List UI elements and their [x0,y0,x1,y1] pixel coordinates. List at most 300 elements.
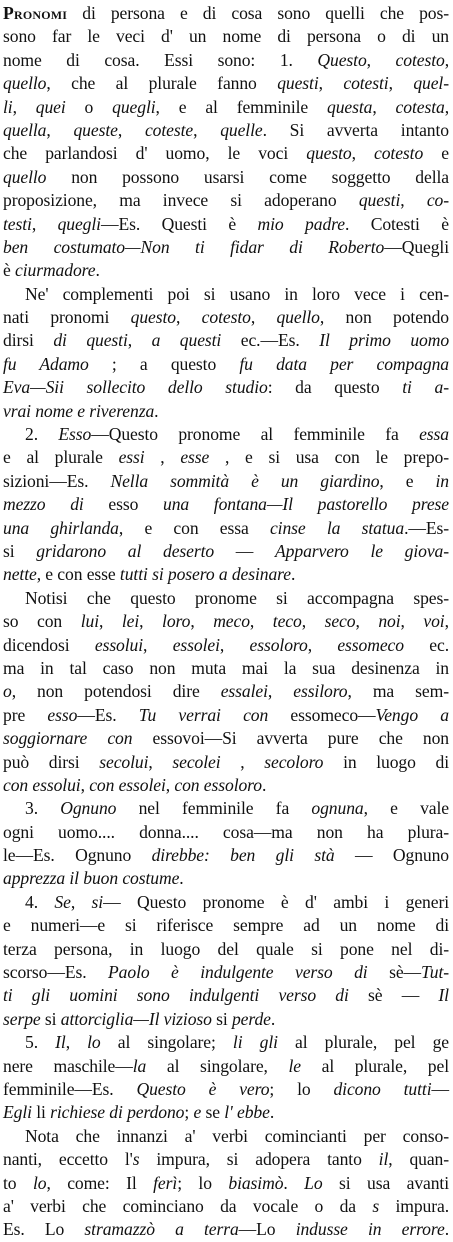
text-run: , [444,611,449,632]
italic-text: quello [276,307,320,328]
italic-text: ben costumato—Non ti fidar di Roberto [3,236,385,257]
text-run: 4. [25,891,55,912]
italic-text: essolei [172,634,220,655]
text-run: — Questo pronome è d' ambi i generi [103,891,449,912]
document-page [3,2,449,1242]
text-run: — [214,540,276,561]
text-line [3,634,449,657]
text-line [3,984,449,1007]
text-run: . [283,1172,305,1193]
italic-text: serpe [3,1008,41,1029]
text-run: , [400,190,427,211]
text-run: . [261,774,267,795]
italic-text: quella [3,119,47,140]
italic-text: Apparvero le giova- [275,540,449,561]
italic-text: Paolo è indulgente verso di [108,962,368,983]
text-run: al singolare, [146,1055,289,1076]
text-line [3,961,449,984]
text-line [3,283,449,306]
text-run: Notisi che questo pronome si accompagna spes- [25,587,449,608]
text-run: , [117,119,145,140]
italic-text: fu data per compagna [239,353,449,374]
italic-text: ognuna [311,798,364,819]
text-run: si [40,1008,61,1029]
text-run: —Lo [238,1219,296,1240]
text-run: può dirsi [3,751,100,772]
text-run: , [220,751,265,772]
text-line [3,142,449,165]
italic-text: Tut- [421,962,450,983]
italic-text: lui [80,611,99,632]
text-run: ; lo [269,1078,334,1099]
text-line [3,704,449,727]
italic-text: la [132,1055,147,1076]
text-run: 3. [25,798,61,819]
paragraph-esso [3,423,449,587]
text-run: non possono usarsi come soggetto della [46,166,449,187]
italic-text: a questi [151,330,222,351]
text-run: . [270,1008,276,1029]
italic-text: ciurmadore [15,260,96,281]
italic-text: biasimò [228,1172,284,1193]
text-run: , [46,119,74,140]
italic-text: voi [423,611,445,632]
text-run: , come: Il [46,1172,154,1193]
text-run: impura. [379,1195,449,1216]
italic-text: Nella sommità è un giardino [110,470,380,491]
italic-text: essiloro [293,681,348,702]
italic-text: Ognuno [60,798,117,819]
text-run: , [444,96,449,117]
italic-text: attorciglia—Il vizioso [60,1008,212,1029]
text-run: , [165,774,175,795]
text-line [3,938,449,961]
text-line [3,1172,449,1195]
text-run: o [65,96,113,117]
text-run: — Ognuno [334,845,449,866]
text-line [3,213,449,236]
text-run: .—Es- [404,517,450,538]
text-line [3,727,449,750]
italic-text: essolui [94,634,144,655]
italic-text: in [435,470,450,491]
italic-text: l' ebbe [224,1102,270,1123]
text-run: —Quegli [384,236,449,257]
italic-text: Il [55,1032,66,1053]
italic-text: lo [32,1172,47,1193]
text-run: dirsi [3,330,54,351]
italic-text: essalei [220,681,268,702]
italic-text: il [378,1149,389,1170]
italic-text: quei [35,96,66,117]
italic-text: esse [180,447,210,468]
italic-text: essi [118,447,145,468]
text-run: , [139,611,163,632]
text-run: Nota che innanzi a' verbi comincianti per conso- [25,1125,449,1146]
text-line [3,259,449,282]
paragraph-complementi [3,283,449,423]
text-line [3,96,449,119]
italic-text: Questo [317,49,367,70]
italic-text: una ghirlanda [3,517,119,538]
text-line [3,1218,449,1241]
text-run: è [3,260,16,281]
text-line [3,563,449,586]
text-run: , [388,73,414,94]
italic-text: direbbe: ben gli stà [151,845,335,866]
italic-text: secolei [172,751,221,772]
text-line [3,751,449,774]
text-run: —Es. [77,704,139,725]
italic-text: essa [419,424,449,445]
text-run: , [267,681,294,702]
text-line [3,446,449,469]
text-run: , [98,611,122,632]
text-line [3,774,449,797]
italic-text: li gli [232,1032,278,1053]
italic-text: cotesti [343,73,389,94]
text-run: se [201,1102,225,1123]
text-line [3,2,449,25]
text-line [3,423,449,446]
italic-text: Il [438,985,449,1006]
text-run: che parlandosi d' uomo, le voci [3,143,307,164]
italic-text: s [132,1149,140,1170]
text-run: pre [3,704,48,725]
text-run: ogni uomo.... donna.... cosa—ma non ha plura- [3,821,449,842]
italic-text: gridarono al deserto [36,540,215,561]
italic-text: secolui [99,751,149,772]
paragraph-il-lo [3,1031,449,1125]
italic-text: Lo [304,1172,323,1193]
italic-text: testi [3,213,32,234]
text-run: to [3,1172,33,1193]
italic-text: questi [277,73,319,94]
text-run: . [290,564,296,585]
italic-text: le [288,1055,301,1076]
text-run: , [366,49,396,70]
text-run: , e [379,470,436,491]
italic-text: cotesta [395,96,445,117]
italic-text: quegli [112,96,156,117]
text-run: sono far le veci d' un nome di persona o di un [3,26,449,47]
italic-text: queste [73,119,118,140]
text-run: , ma sem- [347,681,449,702]
text-run: , [444,49,449,70]
text-line [3,680,449,703]
text-run: in luogo di [323,751,449,772]
text-run: —Es. Questi è [100,213,258,234]
text-run: , [70,891,92,912]
paragraph-notisi [3,587,449,798]
text-run: 5. [25,1032,56,1053]
text-line [3,400,449,423]
text-run: sè— [367,962,422,983]
text-line [3,189,449,212]
italic-text: meco [213,611,250,632]
text-run: , [355,611,379,632]
italic-text: Egli [3,1102,32,1123]
text-run: ; [184,1102,194,1123]
text-run: , e vale [363,798,449,819]
paragraph-pronomi-intro [3,2,449,283]
text-line [3,1125,449,1148]
italic-text: cinse la statua [269,517,405,538]
text-run: : da questo [267,377,403,398]
text-run: , [249,611,273,632]
text-run: ma in tal caso non muta mai la sua desinenza in [3,657,449,678]
text-run: , [307,634,338,655]
text-run: , [144,447,181,468]
text-run: . [95,260,100,281]
text-line [3,119,449,142]
text-run: 1. [279,49,318,70]
italic-text: dicono tutti [333,1078,432,1099]
text-line [3,236,449,259]
paragraph-nota [3,1125,449,1242]
text-run: , [148,751,173,772]
text-run: . [269,1102,275,1123]
italic-text: Questo è vero [136,1078,270,1099]
italic-text: coteste [144,119,194,140]
italic-text: soggiornare con [3,728,133,749]
text-line [3,376,449,399]
text-run: 2. [25,424,59,445]
text-run: di persona e di cosa sono quelli che pos- [67,3,449,23]
italic-text: Vengo a [375,704,449,725]
text-line [3,1148,449,1171]
italic-text: teco [272,611,302,632]
italic-text: Il primo uomo [319,330,450,351]
text-run: nati pronomi [3,307,131,328]
italic-text: questo [306,143,352,164]
text-run: , [351,143,375,164]
text-run: , e si usa con le prepo- [209,447,449,468]
text-run: e al plurale [3,447,119,468]
italic-text: questo [130,307,176,328]
text-run: ; a questo [88,353,240,374]
text-line [3,540,449,563]
italic-text: perde [231,1008,271,1029]
italic-text: essomeco [337,634,404,655]
text-run: , [372,96,396,117]
text-line [3,610,449,633]
text-line [3,797,449,820]
text-run: li [31,1102,51,1123]
text-run: so con [3,611,81,632]
text-run: Es. Lo [3,1219,85,1240]
italic-text: fu Adamo [3,353,89,374]
text-run: e [423,143,449,164]
text-run: . Si avverta intanto [262,119,449,140]
text-line [3,493,449,516]
text-run: —Questo pronome al femminile fa [91,424,420,445]
text-run: , [250,307,277,328]
italic-text: quello [3,166,47,187]
text-run: , [12,96,36,117]
text-run: terza persona, in luogo del quale si pone nel di- [3,938,449,959]
text-line [3,1008,449,1031]
italic-text: tutti si posero a desinare [119,564,291,585]
text-run: , [143,634,173,655]
text-run: sè — [348,985,439,1006]
text-run: , [127,330,152,351]
italic-text: si [91,891,104,912]
text-run: , e al femminile [155,96,328,117]
italic-text: stramazzò a terra [84,1219,239,1240]
italic-text: essoloro [249,634,308,655]
text-run: ec.—Es. [221,330,320,351]
text-run: al plurale, pel ge [277,1032,449,1053]
text-run: ec. [403,634,450,655]
text-run: , [176,307,202,328]
italic-text: apprezza il buon costume [3,868,180,889]
text-run: le—Es. Ognuno [3,845,152,866]
italic-text: mezzo di [3,494,84,515]
text-run: . [154,400,159,421]
text-line [3,1078,449,1101]
text-run: . [444,1219,449,1240]
paragraph-ognuno [3,797,449,891]
italic-text: ferì [153,1172,178,1193]
text-run: , non potendo [319,307,449,328]
italic-text: loro [162,611,191,632]
text-line [3,867,449,890]
text-line [3,1055,449,1078]
text-run: — [431,1078,449,1099]
small-caps-heading: Pronomi [3,3,68,23]
italic-text: ti a- [402,377,449,398]
text-run: , che al plurale fanno [46,73,278,94]
italic-text: quel- [413,73,449,94]
italic-text: Se [54,891,71,912]
italic-text: nette [3,564,37,585]
text-line [3,470,449,493]
text-run: , [318,73,344,94]
italic-text: Esso [58,424,92,445]
text-run: sizioni—Es. [3,470,111,491]
text-line [3,166,449,189]
italic-text: quello [3,73,47,94]
italic-text: lei [121,611,140,632]
text-run: essomeco— [268,704,376,725]
text-run: , [400,611,424,632]
italic-text: indusse in errore [295,1219,445,1240]
text-line [3,914,449,937]
text-run: esso [83,494,164,515]
text-run: al singolare; [100,1032,233,1053]
italic-text: richiese di perdono [50,1102,185,1123]
text-run: nel femminile fa [116,798,312,819]
text-run: impura, si adopera tanto [139,1149,379,1170]
italic-text: esso [47,704,78,725]
italic-text: seco [324,611,356,632]
text-line [3,1195,449,1218]
italic-text: di questi [53,330,128,351]
text-run: Ne' complementi poi si usano in loro vece i cen- [25,283,449,304]
text-run: si [211,1008,232,1029]
text-run: e numeri—e si riferisce sempre ad un nome di [3,915,449,936]
italic-text: con essolui [3,774,81,795]
text-run: nanti, eccetto l' [3,1149,133,1170]
text-line [3,1101,449,1124]
italic-text: Eva—Sii sollecito dello studio [3,377,268,398]
italic-text: ti gli uomini sono indulgenti verso di [3,985,349,1006]
text-line [3,657,449,680]
text-run: essovoi—Si avverta pure che non [132,728,449,749]
text-line [3,72,449,95]
text-run: , [193,119,221,140]
text-line [3,891,449,914]
text-run: dicendosi [3,634,95,655]
italic-text: quelle [220,119,263,140]
italic-text: li [3,96,13,117]
text-line [3,329,449,352]
text-line [3,1031,449,1054]
paragraph-se-si [3,891,449,1031]
text-run: , [65,1032,88,1053]
text-line [3,49,449,72]
text-run: , [190,611,214,632]
text-run: , e con esse [36,564,120,585]
text-run: , [80,774,90,795]
text-run: a' verbi che cominciano da vocale o da [3,1195,373,1216]
italic-text: cotesto [201,307,251,328]
text-line [3,25,449,48]
italic-text: vrai nome e riverenza [3,400,155,421]
text-line [3,587,449,610]
italic-text: cotesto [395,49,445,70]
text-line [3,306,449,329]
text-run: , [219,634,250,655]
text-run: al plurale, pel [300,1055,449,1076]
italic-text: co- [426,190,449,211]
text-run: , quan- [388,1149,449,1170]
italic-text: con essoloro [174,774,262,795]
italic-text: s [372,1195,380,1216]
italic-text: mio padre [257,213,345,234]
italic-text: e [193,1102,202,1123]
italic-text: secoloro [264,751,324,772]
text-run: , [301,611,325,632]
text-run: nome di cosa. Essi sono: [3,49,280,70]
italic-text: questa [327,96,373,117]
text-line [3,844,449,867]
text-line [3,353,449,376]
italic-text: Tu verrai con [138,704,269,725]
text-line [3,821,449,844]
text-run: ; lo [177,1172,229,1193]
italic-text: lo [87,1032,101,1053]
text-run: . [179,868,184,889]
text-run: nere maschile— [3,1055,133,1076]
italic-text: o [3,681,12,702]
italic-text: con essolei [89,774,166,795]
text-run: si usa avanti [322,1172,449,1193]
text-run: femminile—Es. [3,1078,137,1099]
italic-text: cotesto [374,143,424,164]
text-run: proposizione, ma invece si adoperano [3,190,359,211]
italic-text: questi [358,190,401,211]
text-run: scorso—Es. [3,962,109,983]
italic-text: noi [378,611,401,632]
text-run: , e con essa [118,517,270,538]
text-run: , non potendosi dire [11,681,221,702]
italic-text: una fontana—Il pastorello prese [163,494,450,515]
italic-text: quegli [57,213,101,234]
text-run: . Cotesti è [344,213,449,234]
text-line [3,517,449,540]
